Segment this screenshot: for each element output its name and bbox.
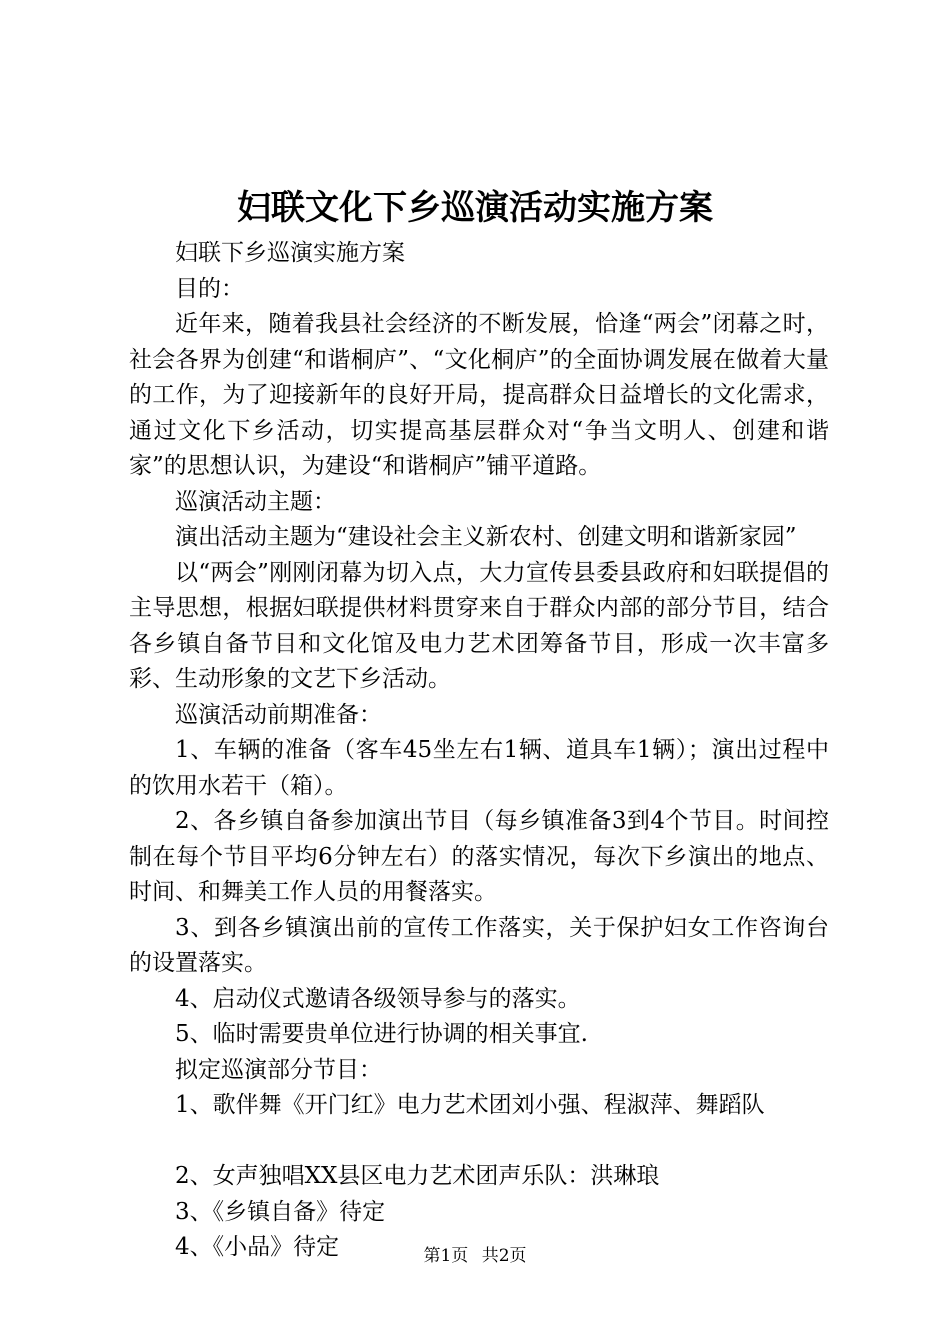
paragraph-programs-label: 拟定巡演部分节目： (175, 1056, 382, 1083)
page-total: 共2页 (481, 1246, 527, 1266)
paragraph-program-item: 3、《乡镇自备》待定 (175, 1198, 386, 1225)
paragraph-purpose-label: 目的： (175, 275, 244, 302)
page-footer (0, 1244, 950, 1268)
paragraph-preparation-item: 5、临时需要贵单位进行协调的相关事宜. (175, 1021, 588, 1047)
document-title: 妇联文化下乡巡演活动实施方案 (237, 188, 713, 228)
paragraph-program-item: 4、《小品》待定 (175, 1234, 340, 1260)
page-number: 第1页 (423, 1246, 469, 1266)
paragraph-purpose: 近年来，随着我县社会经济的不断发展，恰逢“两会”闭幕之时，社会各界为创建“和谐桐庐”、“文化桐庐”的全面协调发展在做着大量的工作，为了迎接新年的良好开局，提高群众日益增长的文化需求，通过文化下乡活动，切实提高基层群众对“争当文明人、创建和谐家”的思想认识，为建设“和谐桐庐”铺平道路。 (129, 311, 829, 479)
paragraph-program-item: 2、女声独唱XX县区电力艺术团声乐队：洪琳琅 (175, 1163, 660, 1189)
paragraph-preparation-item: 3、到各乡镇演出前的宣传工作落实，关于保护妇女工作咨询台的设置落实。 (129, 914, 829, 976)
blank-line (129, 1124, 829, 1160)
paragraph-program-item: 1、歌伴舞《开门红》电力艺术团刘小强、程淑萍、舞蹈队 (175, 1092, 765, 1118)
paragraph-preparation-item: 1、车辆的准备（客车45坐左右1辆、道具车1辆）；演出过程中的饮用水若干（箱）。 (129, 737, 829, 799)
paragraph-theme: 演出活动主题为“建设社会主义新农村、创建文明和谐新家园” (175, 524, 797, 550)
paragraph-theme-label: 巡演活动主题： (175, 488, 336, 515)
paragraph-preparation-item: 2、各乡镇自备参加演出节目（每乡镇准备3到4个节目。时间控制在每个节目平均6分钟左右）的落实情况，每次下乡演出的地点、时间、和舞美工作人员的用餐落实。 (129, 808, 829, 905)
paragraph-preparation-item: 4、启动仪式邀请各级领导参与的落实。 (175, 985, 581, 1012)
document-body (129, 236, 829, 1266)
paragraph-approach: 以“两会”刚刚闭幕为切入点，大力宣传县委县政府和妇联提倡的主导思想，根据妇联提供材料贯穿来自于群众内部的部分节目，结合各乡镇自备节目和文化馆及电力艺术团筹备节目，形成一次丰富多彩、生动形象的文艺下乡活动。 (129, 559, 829, 692)
paragraph-heading: 妇联下乡巡演实施方案 (175, 240, 405, 266)
paragraph-preparation-label: 巡演活动前期准备： (175, 701, 382, 728)
